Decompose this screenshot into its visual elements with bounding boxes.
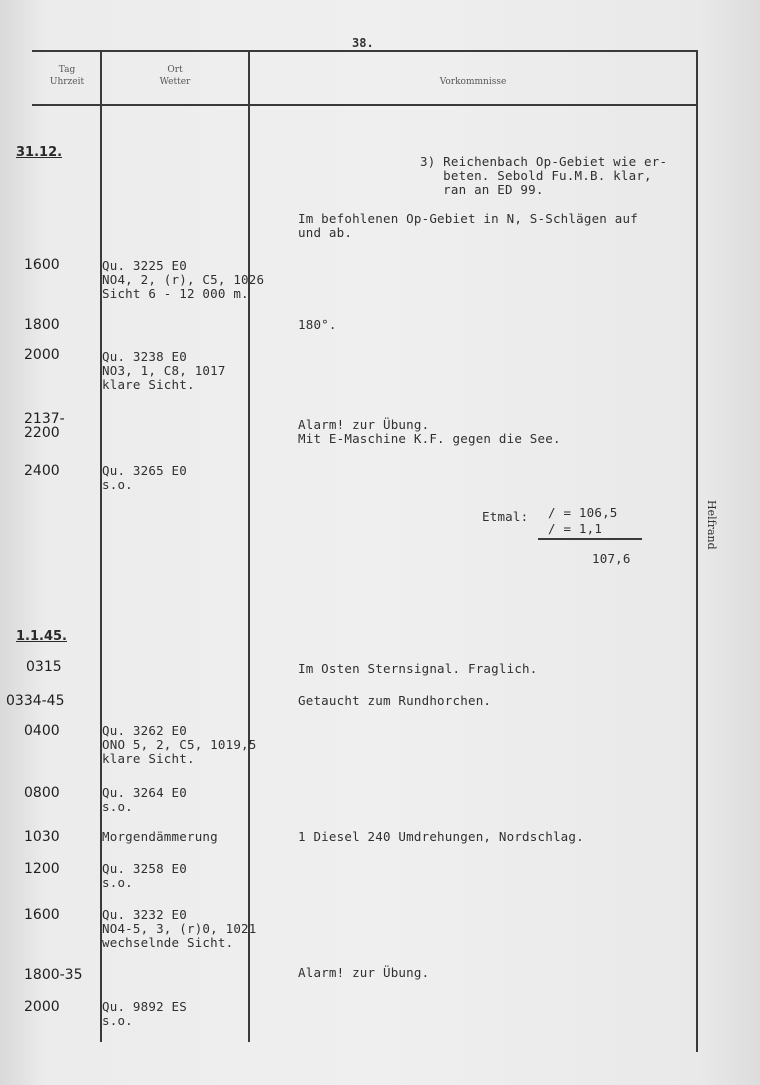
place-weather-cell: Qu. 3232 E0 NO4-5, 3, (r)0, 1021 wechselnde Sicht. (102, 907, 257, 950)
event-text: Getaucht zum Rundhorchen. (298, 693, 492, 708)
col-divider-2 (248, 52, 250, 1042)
place-weather-cell: Qu. 3238 E0 NO3, 1, C8, 1017 klare Sicht. (102, 349, 226, 392)
header-bottom-rule (32, 104, 698, 106)
header-events: Vorkommnisse (439, 77, 507, 87)
header-place-weather: Ort Wetter (159, 65, 191, 87)
event-text: 180°. (298, 317, 337, 332)
event-text: Alarm! zur Übung. (298, 965, 430, 980)
time-cell: 0315 (26, 659, 62, 675)
place-weather-cell: Qu. 3225 E0 NO4, 2, (r), C5, 1026 Sicht 6 - 12 000 m. (102, 258, 265, 301)
etmal-line1: / = 106,5 (548, 505, 618, 520)
place-weather-cell: Morgendämmerung (102, 829, 218, 844)
side-label: Helfrand (705, 500, 718, 550)
event-text: Im Osten Sternsignal. Fraglich. (298, 661, 538, 676)
time-cell: 2137- 2200 (24, 411, 65, 441)
event-text: Alarm! zur Übung. Mit E-Maschine K.F. gegen die See. (298, 417, 561, 446)
date-31-12: 31.12. (16, 145, 63, 160)
time-cell: 1030 (24, 829, 60, 845)
time-cell: 1800-35 (24, 967, 83, 983)
place-weather-cell: Qu. 3265 E0 s.o. (102, 463, 187, 492)
right-border (696, 52, 698, 1052)
event-text: Im befohlenen Op-Gebiet in N, S-Schlägen auf und ab. (298, 211, 638, 240)
place-weather-cell: Qu. 3258 E0 s.o. (102, 861, 187, 890)
time-cell: 1800 (24, 317, 60, 333)
event-text: 3) Reichenbach Op-Gebiet wie er- beten. Sebold Fu.M.B. klar, ran an ED 99. (420, 154, 668, 197)
place-weather-cell: Qu. 3264 E0 s.o. (102, 785, 187, 814)
col-divider-1 (100, 52, 102, 1042)
header-day-time: Tag Uhrzeit (49, 65, 85, 87)
etmal-label: Etmal: (482, 509, 529, 524)
place-weather-cell: Qu. 3262 E0 ONO 5, 2, C5, 1019,5 klare Sicht. (102, 723, 257, 766)
page-number: 38. (352, 36, 374, 50)
time-cell: 0400 (24, 723, 60, 739)
time-cell: 1600 (24, 257, 60, 273)
place-weather-cell: Qu. 9892 ES s.o. (102, 999, 187, 1028)
time-cell: 1600 (24, 907, 60, 923)
date-1-1-45: 1.1.45. (16, 629, 67, 644)
header-top-rule (32, 50, 698, 52)
event-text: 1 Diesel 240 Umdrehungen, Nordschlag. (298, 829, 584, 844)
etmal-total: 107,6 (592, 551, 631, 566)
time-cell: 2000 (24, 999, 60, 1015)
time-cell: 2000 (24, 347, 60, 363)
etmal-sum-rule (538, 538, 642, 540)
etmal-line2: / = 1,1 (548, 521, 603, 536)
time-cell: 2400 (24, 463, 60, 479)
time-cell: 1200 (24, 861, 60, 877)
time-cell: 0800 (24, 785, 60, 801)
time-cell: 0334-45 (6, 693, 65, 709)
